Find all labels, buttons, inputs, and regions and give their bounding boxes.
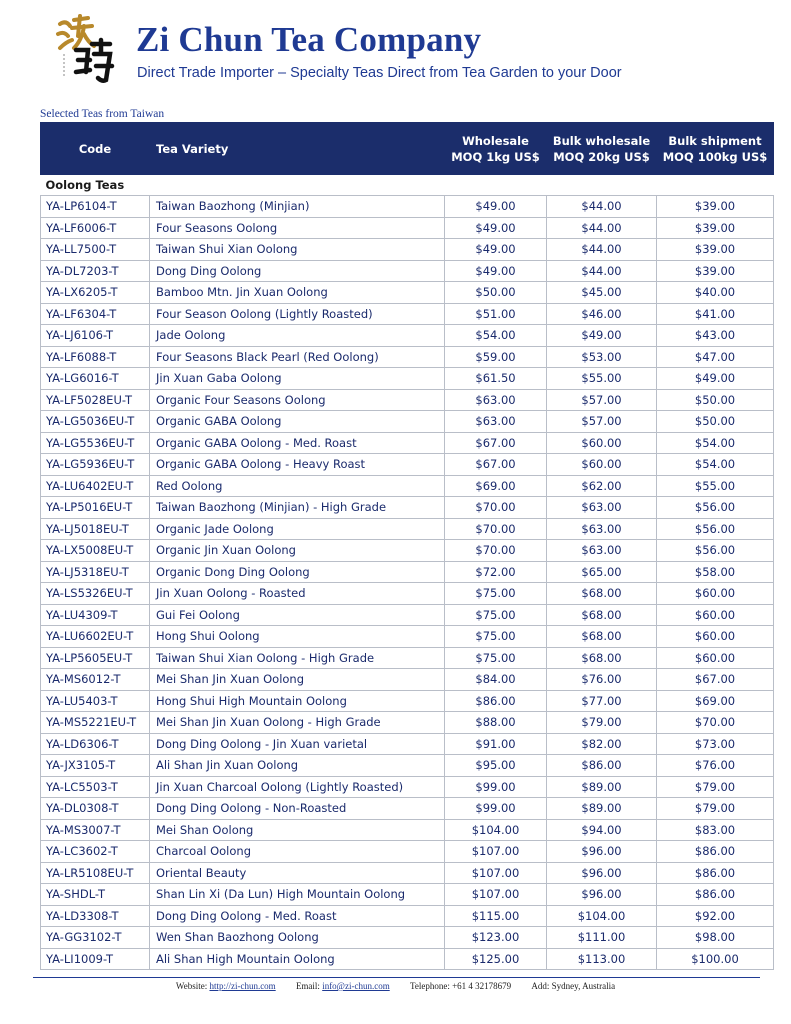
table-row (41, 196, 774, 218)
cell-bulk-shipment: $56.00 (657, 540, 774, 562)
cell-wholesale: $59.00 (445, 346, 547, 368)
table-row (41, 411, 774, 433)
cell-tea-variety: Ali Shan High Mountain Oolong (150, 948, 445, 970)
cell-bulk-shipment: $67.00 (657, 669, 774, 691)
cell-wholesale: $49.00 (445, 217, 547, 239)
cell-tea-variety: Wen Shan Baozhong Oolong (150, 927, 445, 949)
cell-code: YA-LS5326EU-T (41, 583, 150, 605)
table-row (41, 303, 774, 325)
cell-bulk-shipment: $73.00 (657, 733, 774, 755)
cell-bulk-wholesale: $82.00 (547, 733, 657, 755)
cell-bulk-wholesale: $44.00 (547, 260, 657, 282)
cell-wholesale: $70.00 (445, 497, 547, 519)
cell-code: YA-LF5028EU-T (41, 389, 150, 411)
cell-code: YA-LP5605EU-T (41, 647, 150, 669)
cell-bulk-wholesale: $86.00 (547, 755, 657, 777)
cell-bulk-shipment: $56.00 (657, 497, 774, 519)
cell-bulk-wholesale: $68.00 (547, 604, 657, 626)
cell-code: YA-LG5536EU-T (41, 432, 150, 454)
email-link[interactable]: info@zi-chun.com (322, 981, 390, 991)
footer (0, 981, 791, 991)
cell-bulk-wholesale: $65.00 (547, 561, 657, 583)
cell-bulk-shipment: $39.00 (657, 239, 774, 261)
cell-wholesale: $63.00 (445, 389, 547, 411)
table-row (41, 497, 774, 519)
cell-tea-variety: Jin Xuan Oolong - Roasted (150, 583, 445, 605)
cell-bulk-wholesale: $60.00 (547, 432, 657, 454)
cell-tea-variety: Four Season Oolong (Lightly Roasted) (150, 303, 445, 325)
cell-tea-variety: Taiwan Baozhong (Minjian) - High Grade (150, 497, 445, 519)
cell-bulk-shipment: $54.00 (657, 432, 774, 454)
cell-bulk-shipment: $50.00 (657, 389, 774, 411)
cell-tea-variety: Jin Xuan Charcoal Oolong (Lightly Roasted) (150, 776, 445, 798)
cell-bulk-shipment: $60.00 (657, 604, 774, 626)
table-header-row (41, 123, 774, 175)
table-row (41, 325, 774, 347)
cell-wholesale: $107.00 (445, 862, 547, 884)
cell-code: YA-LG6016-T (41, 368, 150, 390)
table-row (41, 475, 774, 497)
cell-wholesale: $75.00 (445, 583, 547, 605)
cell-wholesale: $50.00 (445, 282, 547, 304)
cell-wholesale: $49.00 (445, 239, 547, 261)
table-row (41, 239, 774, 261)
cell-code: YA-LX5008EU-T (41, 540, 150, 562)
cell-code: YA-LF6304-T (41, 303, 150, 325)
cell-tea-variety: Four Seasons Black Pearl (Red Oolong) (150, 346, 445, 368)
cell-bulk-wholesale: $44.00 (547, 239, 657, 261)
cell-code: YA-DL0308-T (41, 798, 150, 820)
cell-bulk-wholesale: $44.00 (547, 196, 657, 218)
cell-tea-variety: Organic GABA Oolong - Heavy Roast (150, 454, 445, 476)
cell-wholesale: $67.00 (445, 454, 547, 476)
cell-bulk-shipment: $41.00 (657, 303, 774, 325)
cell-code: YA-MS5221EU-T (41, 712, 150, 734)
table-row (41, 368, 774, 390)
cell-bulk-shipment: $50.00 (657, 411, 774, 433)
column-header-tea-variety: Tea Variety (150, 123, 445, 175)
cell-code: YA-LC3602-T (41, 841, 150, 863)
cell-wholesale: $123.00 (445, 927, 547, 949)
cell-wholesale: $99.00 (445, 776, 547, 798)
cell-bulk-shipment: $56.00 (657, 518, 774, 540)
cell-bulk-wholesale: $94.00 (547, 819, 657, 841)
cell-wholesale: $95.00 (445, 755, 547, 777)
cell-bulk-wholesale: $45.00 (547, 282, 657, 304)
cell-wholesale: $54.00 (445, 325, 547, 347)
cell-wholesale: $99.00 (445, 798, 547, 820)
cell-code: YA-DL7203-T (41, 260, 150, 282)
footer-email: Email: info@zi-chun.com (295, 981, 390, 991)
company-logo (54, 14, 116, 84)
cell-wholesale: $72.00 (445, 561, 547, 583)
cell-bulk-wholesale: $53.00 (547, 346, 657, 368)
cell-bulk-shipment: $60.00 (657, 647, 774, 669)
cell-bulk-shipment: $79.00 (657, 776, 774, 798)
cell-tea-variety: Taiwan Baozhong (Minjian) (150, 196, 445, 218)
cell-tea-variety: Organic GABA Oolong (150, 411, 445, 433)
cell-tea-variety: Charcoal Oolong (150, 841, 445, 863)
cell-wholesale: $49.00 (445, 196, 547, 218)
cell-code: YA-LG5936EU-T (41, 454, 150, 476)
cell-wholesale: $88.00 (445, 712, 547, 734)
cell-bulk-wholesale: $76.00 (547, 669, 657, 691)
cell-bulk-wholesale: $57.00 (547, 389, 657, 411)
footer-address: Add: Sydney, Australia (531, 981, 616, 991)
table-row (41, 540, 774, 562)
cell-bulk-wholesale: $55.00 (547, 368, 657, 390)
company-name: Zi Chun Tea Company (136, 20, 482, 59)
cell-bulk-wholesale: $57.00 (547, 411, 657, 433)
cell-bulk-wholesale: $113.00 (547, 948, 657, 970)
cell-bulk-shipment: $54.00 (657, 454, 774, 476)
cell-wholesale: $104.00 (445, 819, 547, 841)
cell-tea-variety: Four Seasons Oolong (150, 217, 445, 239)
table-row (41, 690, 774, 712)
cell-bulk-wholesale: $111.00 (547, 927, 657, 949)
table-row (41, 217, 774, 239)
cell-bulk-wholesale: $60.00 (547, 454, 657, 476)
cell-tea-variety: Jade Oolong (150, 325, 445, 347)
cell-bulk-shipment: $39.00 (657, 260, 774, 282)
cell-bulk-shipment: $98.00 (657, 927, 774, 949)
cell-code: YA-JX3105-T (41, 755, 150, 777)
cell-bulk-wholesale: $44.00 (547, 217, 657, 239)
group-row-oolong (41, 175, 774, 196)
cell-bulk-wholesale: $68.00 (547, 647, 657, 669)
section-label: Selected Teas from Taiwan (40, 108, 165, 120)
table-row (41, 260, 774, 282)
cell-tea-variety: Organic Jin Xuan Oolong (150, 540, 445, 562)
cell-bulk-wholesale: $68.00 (547, 583, 657, 605)
cell-bulk-wholesale: $77.00 (547, 690, 657, 712)
column-header-bulk-shipment: Bulk shipment MOQ 100kg US$ (657, 123, 774, 175)
cell-code: YA-LU5403-T (41, 690, 150, 712)
cell-wholesale: $91.00 (445, 733, 547, 755)
table-row (41, 733, 774, 755)
cell-bulk-shipment: $49.00 (657, 368, 774, 390)
cell-bulk-shipment: $40.00 (657, 282, 774, 304)
cell-wholesale: $70.00 (445, 540, 547, 562)
cell-bulk-wholesale: $79.00 (547, 712, 657, 734)
cell-tea-variety: Mei Shan Jin Xuan Oolong - High Grade (150, 712, 445, 734)
cell-bulk-shipment: $86.00 (657, 841, 774, 863)
table-row (41, 647, 774, 669)
cell-code: YA-LL7500-T (41, 239, 150, 261)
cell-tea-variety: Mei Shan Oolong (150, 819, 445, 841)
cell-code: YA-LF6006-T (41, 217, 150, 239)
cell-bulk-shipment: $60.00 (657, 583, 774, 605)
table-row (41, 454, 774, 476)
cell-tea-variety: Organic Four Seasons Oolong (150, 389, 445, 411)
cell-bulk-shipment: $60.00 (657, 626, 774, 648)
table-row (41, 884, 774, 906)
cell-code: YA-LD3308-T (41, 905, 150, 927)
cell-bulk-wholesale: $96.00 (547, 841, 657, 863)
cell-tea-variety: Gui Fei Oolong (150, 604, 445, 626)
table-row (41, 583, 774, 605)
cell-bulk-shipment: $69.00 (657, 690, 774, 712)
table-row (41, 669, 774, 691)
cell-wholesale: $63.00 (445, 411, 547, 433)
cell-code: YA-LP6104-T (41, 196, 150, 218)
cell-bulk-shipment: $76.00 (657, 755, 774, 777)
cell-code: YA-LU6402EU-T (41, 475, 150, 497)
cell-code: YA-LJ5018EU-T (41, 518, 150, 540)
cell-wholesale: $86.00 (445, 690, 547, 712)
cell-wholesale: $107.00 (445, 841, 547, 863)
company-tagline: Direct Trade Importer – Specialty Teas Direct from Tea Garden to your Door (137, 65, 622, 81)
cell-wholesale: $70.00 (445, 518, 547, 540)
cell-bulk-shipment: $43.00 (657, 325, 774, 347)
cell-wholesale: $75.00 (445, 626, 547, 648)
cell-bulk-wholesale: $49.00 (547, 325, 657, 347)
cell-bulk-shipment: $92.00 (657, 905, 774, 927)
cell-code: YA-SHDL-T (41, 884, 150, 906)
website-link[interactable]: http://zi-chun.com (209, 981, 276, 991)
cell-wholesale: $49.00 (445, 260, 547, 282)
cell-code: YA-LJ5318EU-T (41, 561, 150, 583)
cell-bulk-shipment: $39.00 (657, 217, 774, 239)
table-row (41, 561, 774, 583)
column-header-wholesale: Wholesale MOQ 1kg US$ (445, 123, 547, 175)
cell-code: YA-LC5503-T (41, 776, 150, 798)
cell-bulk-shipment: $55.00 (657, 475, 774, 497)
cell-bulk-shipment: $86.00 (657, 862, 774, 884)
group-label: Oolong Teas (41, 175, 774, 196)
cell-code: YA-LX6205-T (41, 282, 150, 304)
cell-tea-variety: Taiwan Shui Xian Oolong - High Grade (150, 647, 445, 669)
cell-wholesale: $67.00 (445, 432, 547, 454)
cell-code: YA-MS6012-T (41, 669, 150, 691)
cell-code: YA-MS3007-T (41, 819, 150, 841)
cell-wholesale: $75.00 (445, 647, 547, 669)
column-header-bulk-wholesale: Bulk wholesale MOQ 20kg US$ (547, 123, 657, 175)
cell-tea-variety: Organic Dong Ding Oolong (150, 561, 445, 583)
cell-tea-variety: Organic GABA Oolong - Med. Roast (150, 432, 445, 454)
chinese-calligraphy-logo-icon (54, 14, 116, 84)
table-row (41, 755, 774, 777)
table-row (41, 905, 774, 927)
table-row (41, 389, 774, 411)
cell-tea-variety: Hong Shui High Mountain Oolong (150, 690, 445, 712)
cell-code: YA-GG3102-T (41, 927, 150, 949)
cell-bulk-shipment: $83.00 (657, 819, 774, 841)
footer-divider (33, 977, 760, 978)
cell-wholesale: $61.50 (445, 368, 547, 390)
cell-wholesale: $75.00 (445, 604, 547, 626)
table-row (41, 948, 774, 970)
cell-tea-variety: Jin Xuan Gaba Oolong (150, 368, 445, 390)
cell-tea-variety: Dong Ding Oolong - Non-Roasted (150, 798, 445, 820)
cell-code: YA-LR5108EU-T (41, 862, 150, 884)
cell-code: YA-LP5016EU-T (41, 497, 150, 519)
cell-bulk-shipment: $70.00 (657, 712, 774, 734)
cell-bulk-wholesale: $63.00 (547, 497, 657, 519)
table-row (41, 712, 774, 734)
table-row (41, 518, 774, 540)
cell-tea-variety: Bamboo Mtn. Jin Xuan Oolong (150, 282, 445, 304)
cell-wholesale: $51.00 (445, 303, 547, 325)
cell-code: YA-LF6088-T (41, 346, 150, 368)
cell-code: YA-LD6306-T (41, 733, 150, 755)
table-row (41, 626, 774, 648)
cell-tea-variety: Dong Ding Oolong - Jin Xuan varietal (150, 733, 445, 755)
cell-tea-variety: Taiwan Shui Xian Oolong (150, 239, 445, 261)
cell-tea-variety: Red Oolong (150, 475, 445, 497)
cell-bulk-wholesale: $96.00 (547, 862, 657, 884)
cell-tea-variety: Ali Shan Jin Xuan Oolong (150, 755, 445, 777)
cell-wholesale: $107.00 (445, 884, 547, 906)
table-row (41, 819, 774, 841)
cell-bulk-wholesale: $96.00 (547, 884, 657, 906)
cell-bulk-shipment: $58.00 (657, 561, 774, 583)
cell-bulk-shipment: $79.00 (657, 798, 774, 820)
cell-bulk-shipment: $100.00 (657, 948, 774, 970)
cell-bulk-wholesale: $63.00 (547, 518, 657, 540)
cell-bulk-wholesale: $104.00 (547, 905, 657, 927)
table-row (41, 604, 774, 626)
cell-tea-variety: Dong Ding Oolong - Med. Roast (150, 905, 445, 927)
table-row (41, 282, 774, 304)
cell-bulk-wholesale: $63.00 (547, 540, 657, 562)
cell-code: YA-LI1009-T (41, 948, 150, 970)
cell-bulk-shipment: $39.00 (657, 196, 774, 218)
cell-code: YA-LU6602EU-T (41, 626, 150, 648)
cell-bulk-wholesale: $89.00 (547, 776, 657, 798)
column-header-code: Code (41, 123, 150, 175)
table-row (41, 432, 774, 454)
table-row (41, 798, 774, 820)
cell-tea-variety: Shan Lin Xi (Da Lun) High Mountain Oolong (150, 884, 445, 906)
cell-code: YA-LJ6106-T (41, 325, 150, 347)
table-row (41, 776, 774, 798)
cell-bulk-shipment: $47.00 (657, 346, 774, 368)
cell-bulk-wholesale: $62.00 (547, 475, 657, 497)
cell-wholesale: $115.00 (445, 905, 547, 927)
cell-wholesale: $84.00 (445, 669, 547, 691)
table-row (41, 862, 774, 884)
cell-tea-variety: Dong Ding Oolong (150, 260, 445, 282)
cell-tea-variety: Hong Shui Oolong (150, 626, 445, 648)
cell-tea-variety: Mei Shan Jin Xuan Oolong (150, 669, 445, 691)
cell-tea-variety: Organic Jade Oolong (150, 518, 445, 540)
table-row (41, 841, 774, 863)
cell-bulk-shipment: $86.00 (657, 884, 774, 906)
cell-bulk-wholesale: $68.00 (547, 626, 657, 648)
cell-wholesale: $125.00 (445, 948, 547, 970)
footer-telephone: Telephone: +61 4 32178679 (409, 981, 512, 991)
cell-code: YA-LU4309-T (41, 604, 150, 626)
cell-wholesale: $69.00 (445, 475, 547, 497)
cell-bulk-wholesale: $89.00 (547, 798, 657, 820)
cell-code: YA-LG5036EU-T (41, 411, 150, 433)
cell-bulk-wholesale: $46.00 (547, 303, 657, 325)
cell-tea-variety: Oriental Beauty (150, 862, 445, 884)
price-table (40, 122, 774, 970)
footer-website: Website: http://zi-chun.com (175, 981, 276, 991)
table-row (41, 346, 774, 368)
table-row (41, 927, 774, 949)
